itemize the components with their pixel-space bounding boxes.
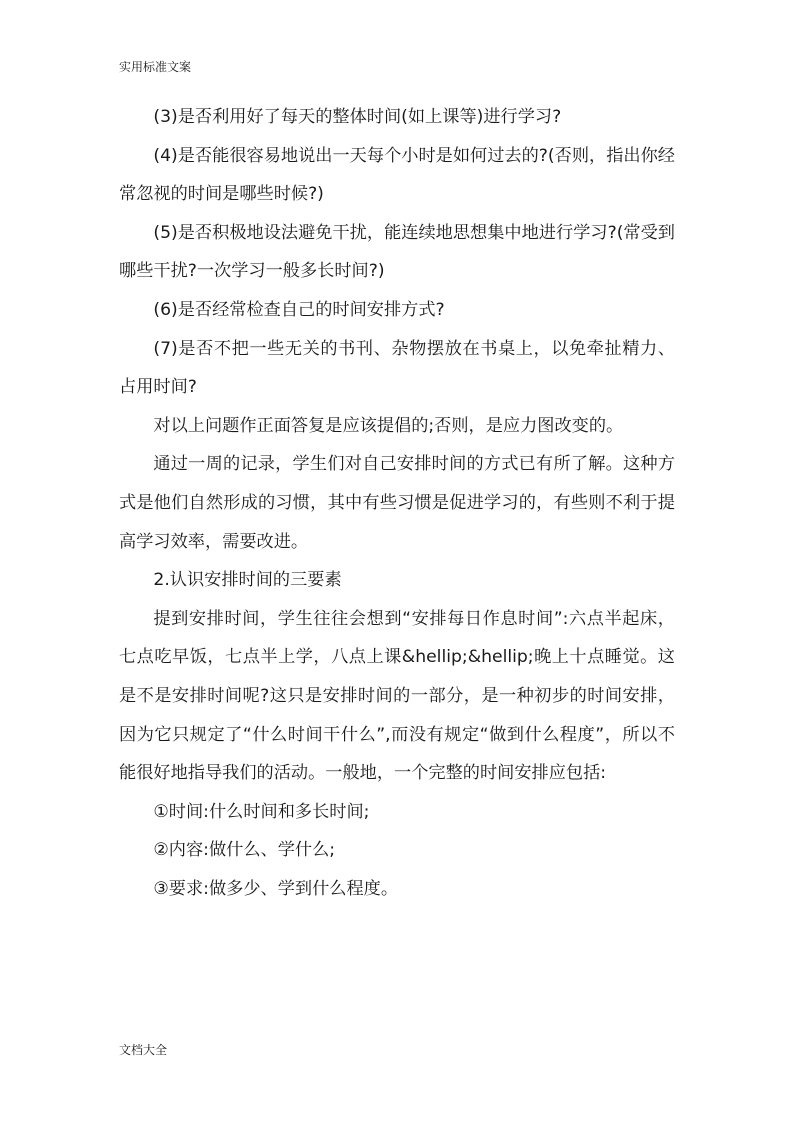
paragraph-conclusion: 对以上问题作正面答复是应该提倡的;否则，是应力图改变的。 xyxy=(153,415,624,436)
page-header: 实用标准文案 xyxy=(119,60,192,74)
page-footer: 文档大全 xyxy=(119,1043,168,1057)
paragraph-question-3: (3)是否利用好了每天的整体时间(如上课等)进行学习? xyxy=(153,107,562,127)
document-body xyxy=(119,98,675,908)
paragraph-question-4: (4)是否能很容易地说出一天每个小时是如何过去的?(否则，指出你经常忽视的时间是哪些时候?) xyxy=(119,145,675,205)
paragraph-question-7: (7)是否不把一些无关的书刊、杂物摆放在书桌上，以免牵扯精力、占用时间? xyxy=(119,338,675,398)
paragraph-daily-schedule: 提到安排时间，学生往往会想到“安排每日作息时间”:六点半起床，七点吃早饭，七点半上学，八点上课&hellip;&hellip;晚上十点睡觉。这是不是安排时间呢?这只是安排时间的一部分，是一种初步的时间安排，因为它只规定了“什么时间干什么”,而没有规定“做到什么程度”，所以不能很好地指导我们的活动。一般地，一个完整的时间安排应包括: xyxy=(119,608,675,784)
list-item-content: ②内容:做什么、学什么; xyxy=(153,840,336,861)
paragraph-question-5: (5)是否积极地设法避免干扰，能连续地思想集中地进行学习?(常受到哪些干扰?一次学习一般多长时间?) xyxy=(119,222,675,282)
paragraph-record-summary: 通过一周的记录，学生们对自己安排时间的方式已有所了解。这种方式是他们自然形成的习惯，其中有些习惯是促进学习的，有些则不利于提高学习效率，需要改进。 xyxy=(119,454,675,552)
list-item-time: ①时间:什么时间和多长时间; xyxy=(153,801,370,822)
section-heading-three-elements: 2.认识安排时间的三要素 xyxy=(153,570,342,591)
paragraph-question-6: (6)是否经常检查自己的时间安排方式? xyxy=(153,299,445,320)
list-item-requirement: ③要求:做多少、学到什么程度。 xyxy=(153,878,399,899)
